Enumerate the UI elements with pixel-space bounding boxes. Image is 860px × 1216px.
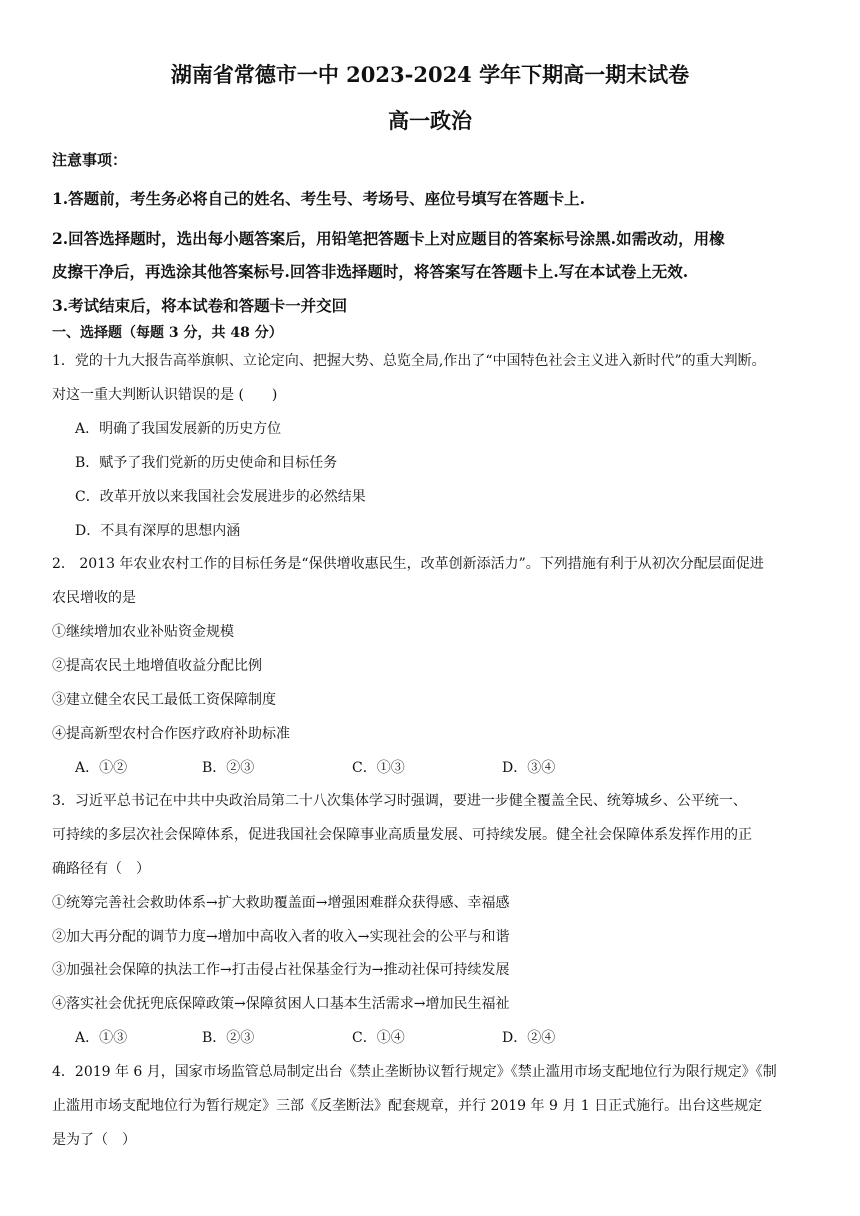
question-3-option-a: A．①③ xyxy=(75,1030,128,1046)
question-1-option-d: D．不具有深厚的思想内涵 xyxy=(75,523,241,539)
section-heading: 一、选择题（每题 3 分，共 48 分） xyxy=(52,325,283,341)
question-2-option-c: C．①③ xyxy=(352,760,405,776)
question-2-item: ④提高新型农村合作医疗政府补助标准 xyxy=(52,726,290,742)
question-3-stem: 确路径有（ ） xyxy=(52,861,150,877)
notice-item: 2.回答选择题时，选出每小题答案后，用铅笔把答题卡上对应题目的答案标号涂黑.如需改动，用橡 xyxy=(52,229,725,248)
notice-item: 3.考试结束后，将本试卷和答题卡一并交回 xyxy=(52,296,348,315)
question-3-option-c: C．①④ xyxy=(352,1030,405,1046)
question-2-option-a: A．①② xyxy=(75,760,128,776)
question-2-stem: 2． 2013 年农业农村工作的目标任务是“保供增收惠民生，改革创新添活力”。下列措施有利于从初次分配层面促进 xyxy=(52,556,764,572)
question-3-option-d: D．②④ xyxy=(502,1030,556,1046)
question-4-stem: 4．2019 年 6 月，国家市场监管总局制定出台《禁止垄断协议暂行规定》《禁止滥用市场支配地位行为限行规定》《制 xyxy=(52,1064,777,1080)
question-3-option-b: B．②③ xyxy=(202,1030,255,1046)
question-2-options xyxy=(75,758,820,778)
question-3-options xyxy=(75,1028,820,1048)
question-3-stem: 3．习近平总书记在中共中央政治局第二十八次集体学习时强调，要进一步健全覆盖全民、统筹城乡、公平统一、 xyxy=(52,793,747,809)
notice-item: 皮擦干净后，再选涂其他答案标号.回答非选择题时，将答案写在答题卡上.写在本试卷上无效. xyxy=(52,262,689,281)
exam-title: 湖南省常德市一中 2023-2024 学年下期高一期末试卷 xyxy=(170,62,690,87)
question-3-item: ②加大再分配的调节力度→增加中高收入者的收入→实现社会的公平与和谐 xyxy=(52,929,510,945)
question-1-option-a: A．明确了我国发展新的历史方位 xyxy=(75,421,282,437)
notice-heading: 注意事项： xyxy=(52,151,128,169)
question-2-item: ①继续增加农业补贴资金规模 xyxy=(52,624,234,640)
question-4-stem: 止滥用市场支配地位行为暂行规定》三部《反垄断法》配套规章，并行 2019 年 9 月 1 日正式施行。出台这些规定 xyxy=(52,1098,763,1114)
question-2-item: ③建立健全农民工最低工资保障制度 xyxy=(52,692,276,708)
question-4-stem: 是为了（ ） xyxy=(52,1132,136,1148)
question-3-item: ③加强社会保障的执法工作→打击侵占社保基金行为→推动社保可持续发展 xyxy=(52,962,510,978)
question-2-option-d: D．③④ xyxy=(502,760,556,776)
question-1-stem: 对这一重大判断认识错误的是 ( ) xyxy=(52,387,278,403)
question-2-option-b: B．②③ xyxy=(202,760,255,776)
exam-subject: 高一政治 xyxy=(388,108,472,133)
notice-item: 1.答题前，考生务必将自己的姓名、考生号、考场号、座位号填写在答题卡上. xyxy=(52,189,586,208)
question-3-item: ④落实社会优抚兜底保障政策→保障贫困人口基本生活需求→增加民生福祉 xyxy=(52,996,510,1012)
question-1-option-b: B．赋予了我们党新的历史使命和目标任务 xyxy=(75,455,338,471)
question-3-item: ①统筹完善社会救助体系→扩大救助覆盖面→增强困难群众获得感、幸福感 xyxy=(52,895,510,911)
question-2-item: ②提高农民土地增值收益分配比例 xyxy=(52,658,262,674)
question-1-stem: 1．党的十九大报告高举旗帜、立论定向、把握大势、总览全局,作出了“中国特色社会主义进入新时代”的重大判断。 xyxy=(52,353,766,369)
question-1-option-c: C．改革开放以来我国社会发展进步的必然结果 xyxy=(75,489,366,505)
question-3-stem: 可持续的多层次社会保障体系，促进我国社会保障事业高质量发展、可持续发展。健全社会保障体系发挥作用的正 xyxy=(52,827,752,843)
question-2-stem: 农民增收的是 xyxy=(52,590,136,606)
